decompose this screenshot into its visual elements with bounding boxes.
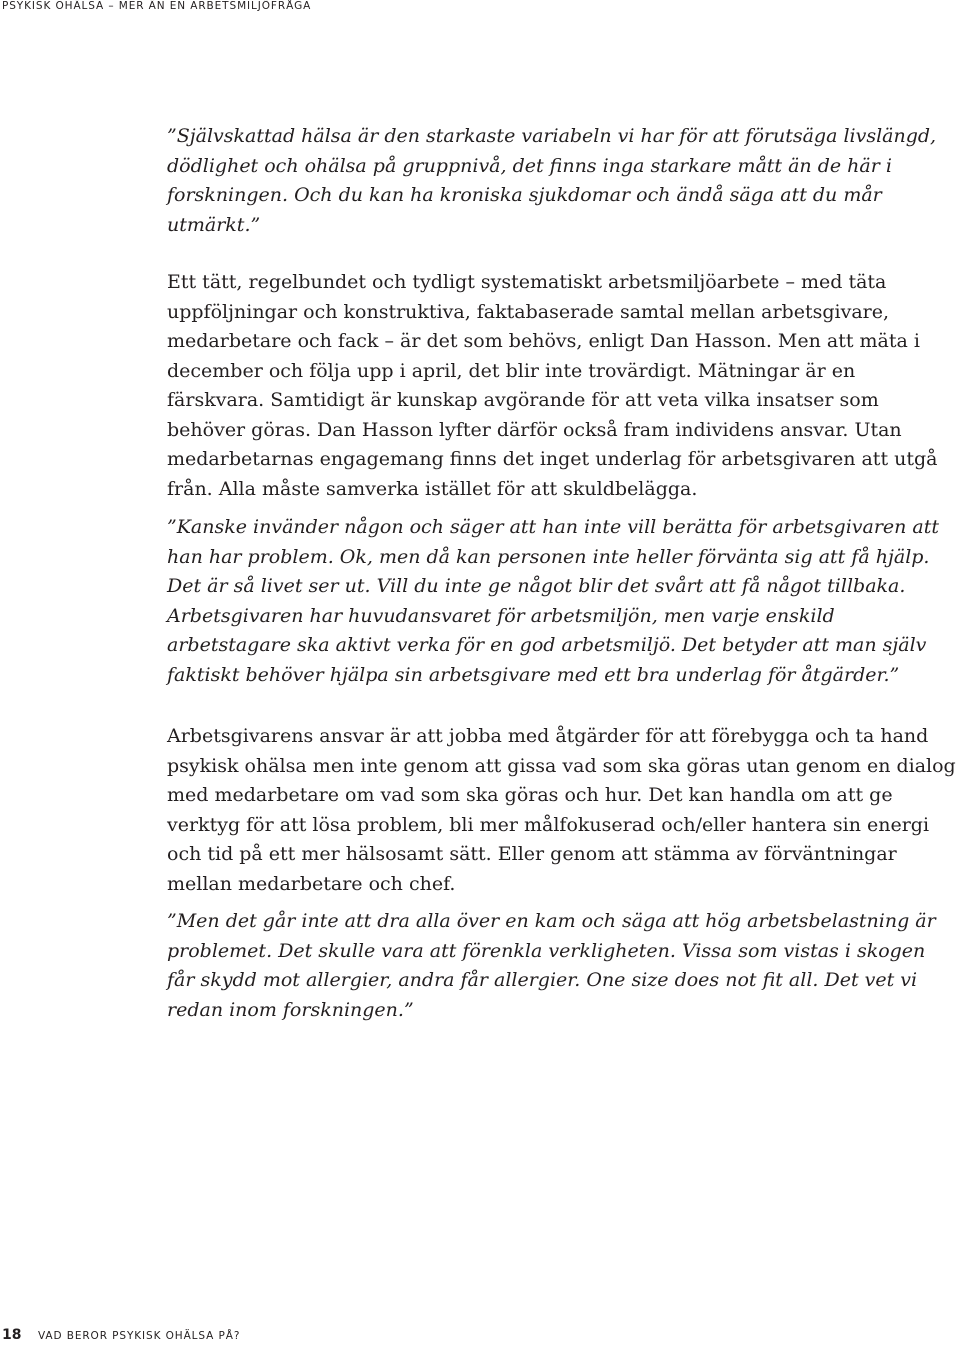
running-header: PSYKISK OHÄLSA – MER ÄN EN ARBETSMILJÖFRÅGA [2, 0, 312, 12]
article-body [167, 122, 957, 1025]
page-footer [2, 1327, 240, 1343]
paragraph-employer-responsibility: Arbetsgivarens ansvar är att jobba med åtgärder för att förebygga och ta hand psykisk ohälsa men inte genom att gissa vad som ska göras utan genom en dialog med medarbetare om vad som ska göras och hur. Det kan handla om att ge verktyg för att lösa problem, bli mer målfokuserad och/eller hantera sin energi och tid på ett mer hälsosamt sätt. Eller genom att stämma av förväntningar mellan medarbetare och chef. [167, 725, 956, 895]
quote-self-rated-health: ”Självskattad hälsa är den starkaste variabeln vi har för att förutsäga livslängd, dödlighet och ohälsa på gruppnivå, det finns inga starkare mått än de här i forskningen. Och du kan ha kroniska sjukdomar och ändå säga att du mår utmärkt.” [167, 125, 937, 236]
paragraph-systematic-work: Ett tätt, regelbundet och tydligt systematiskt arbetsmiljöarbete – med täta uppföljningar och konstruktiva, faktabaserade samtal mellan arbetsgivare, medarbetare och fack – är det som behövs, enligt Dan Hasson. Men att mäta i december och följa upp i april, det blir inte trovärdigt. Mätningar är en färskvara. Samtidigt är kunskap avgörande för att veta vilka insatser som behöver göras. Dan Hasson lyfter därför också fram individens ansvar. Utan medarbetarnas engagemang finns det inget underlag för arbetsgivaren att utgå från. Alla måste samverka istället för att skuldbelägga. [167, 271, 938, 500]
quote-one-size: ”Men det går inte att dra alla över en kam och säga att hög arbetsbelastning är problemet. Det skulle vara att förenkla verkligheten. Vissa som vistas i skogen får skydd mot allergier, andra får allergier. One size does not fit all. Det vet vi redan inom forskningen.” [167, 910, 936, 1021]
footer-running-title: VAD BEROR PSYKISK OHÄLSA PÅ? [38, 1330, 241, 1342]
quote-employee-responsibility: ”Kanske invänder någon och säger att han inte vill berätta för arbetsgivaren att han har problem. Ok, men då kan personen inte heller förvänta sig att få hjälp. Det är så livet ser ut. Vill du inte ge något blir det svårt att få något tillbaka. Arbetsgivaren har huvudansvaret för arbetsmiljön, men varje enskild arbetstagare ska aktivt verka för en god arbetsmiljö. Det betyder att man själv faktiskt behöver hjälpa sin arbetsgivare med ett bra underlag för åtgärder.” [167, 516, 940, 686]
page-number: 18 [2, 1327, 22, 1343]
